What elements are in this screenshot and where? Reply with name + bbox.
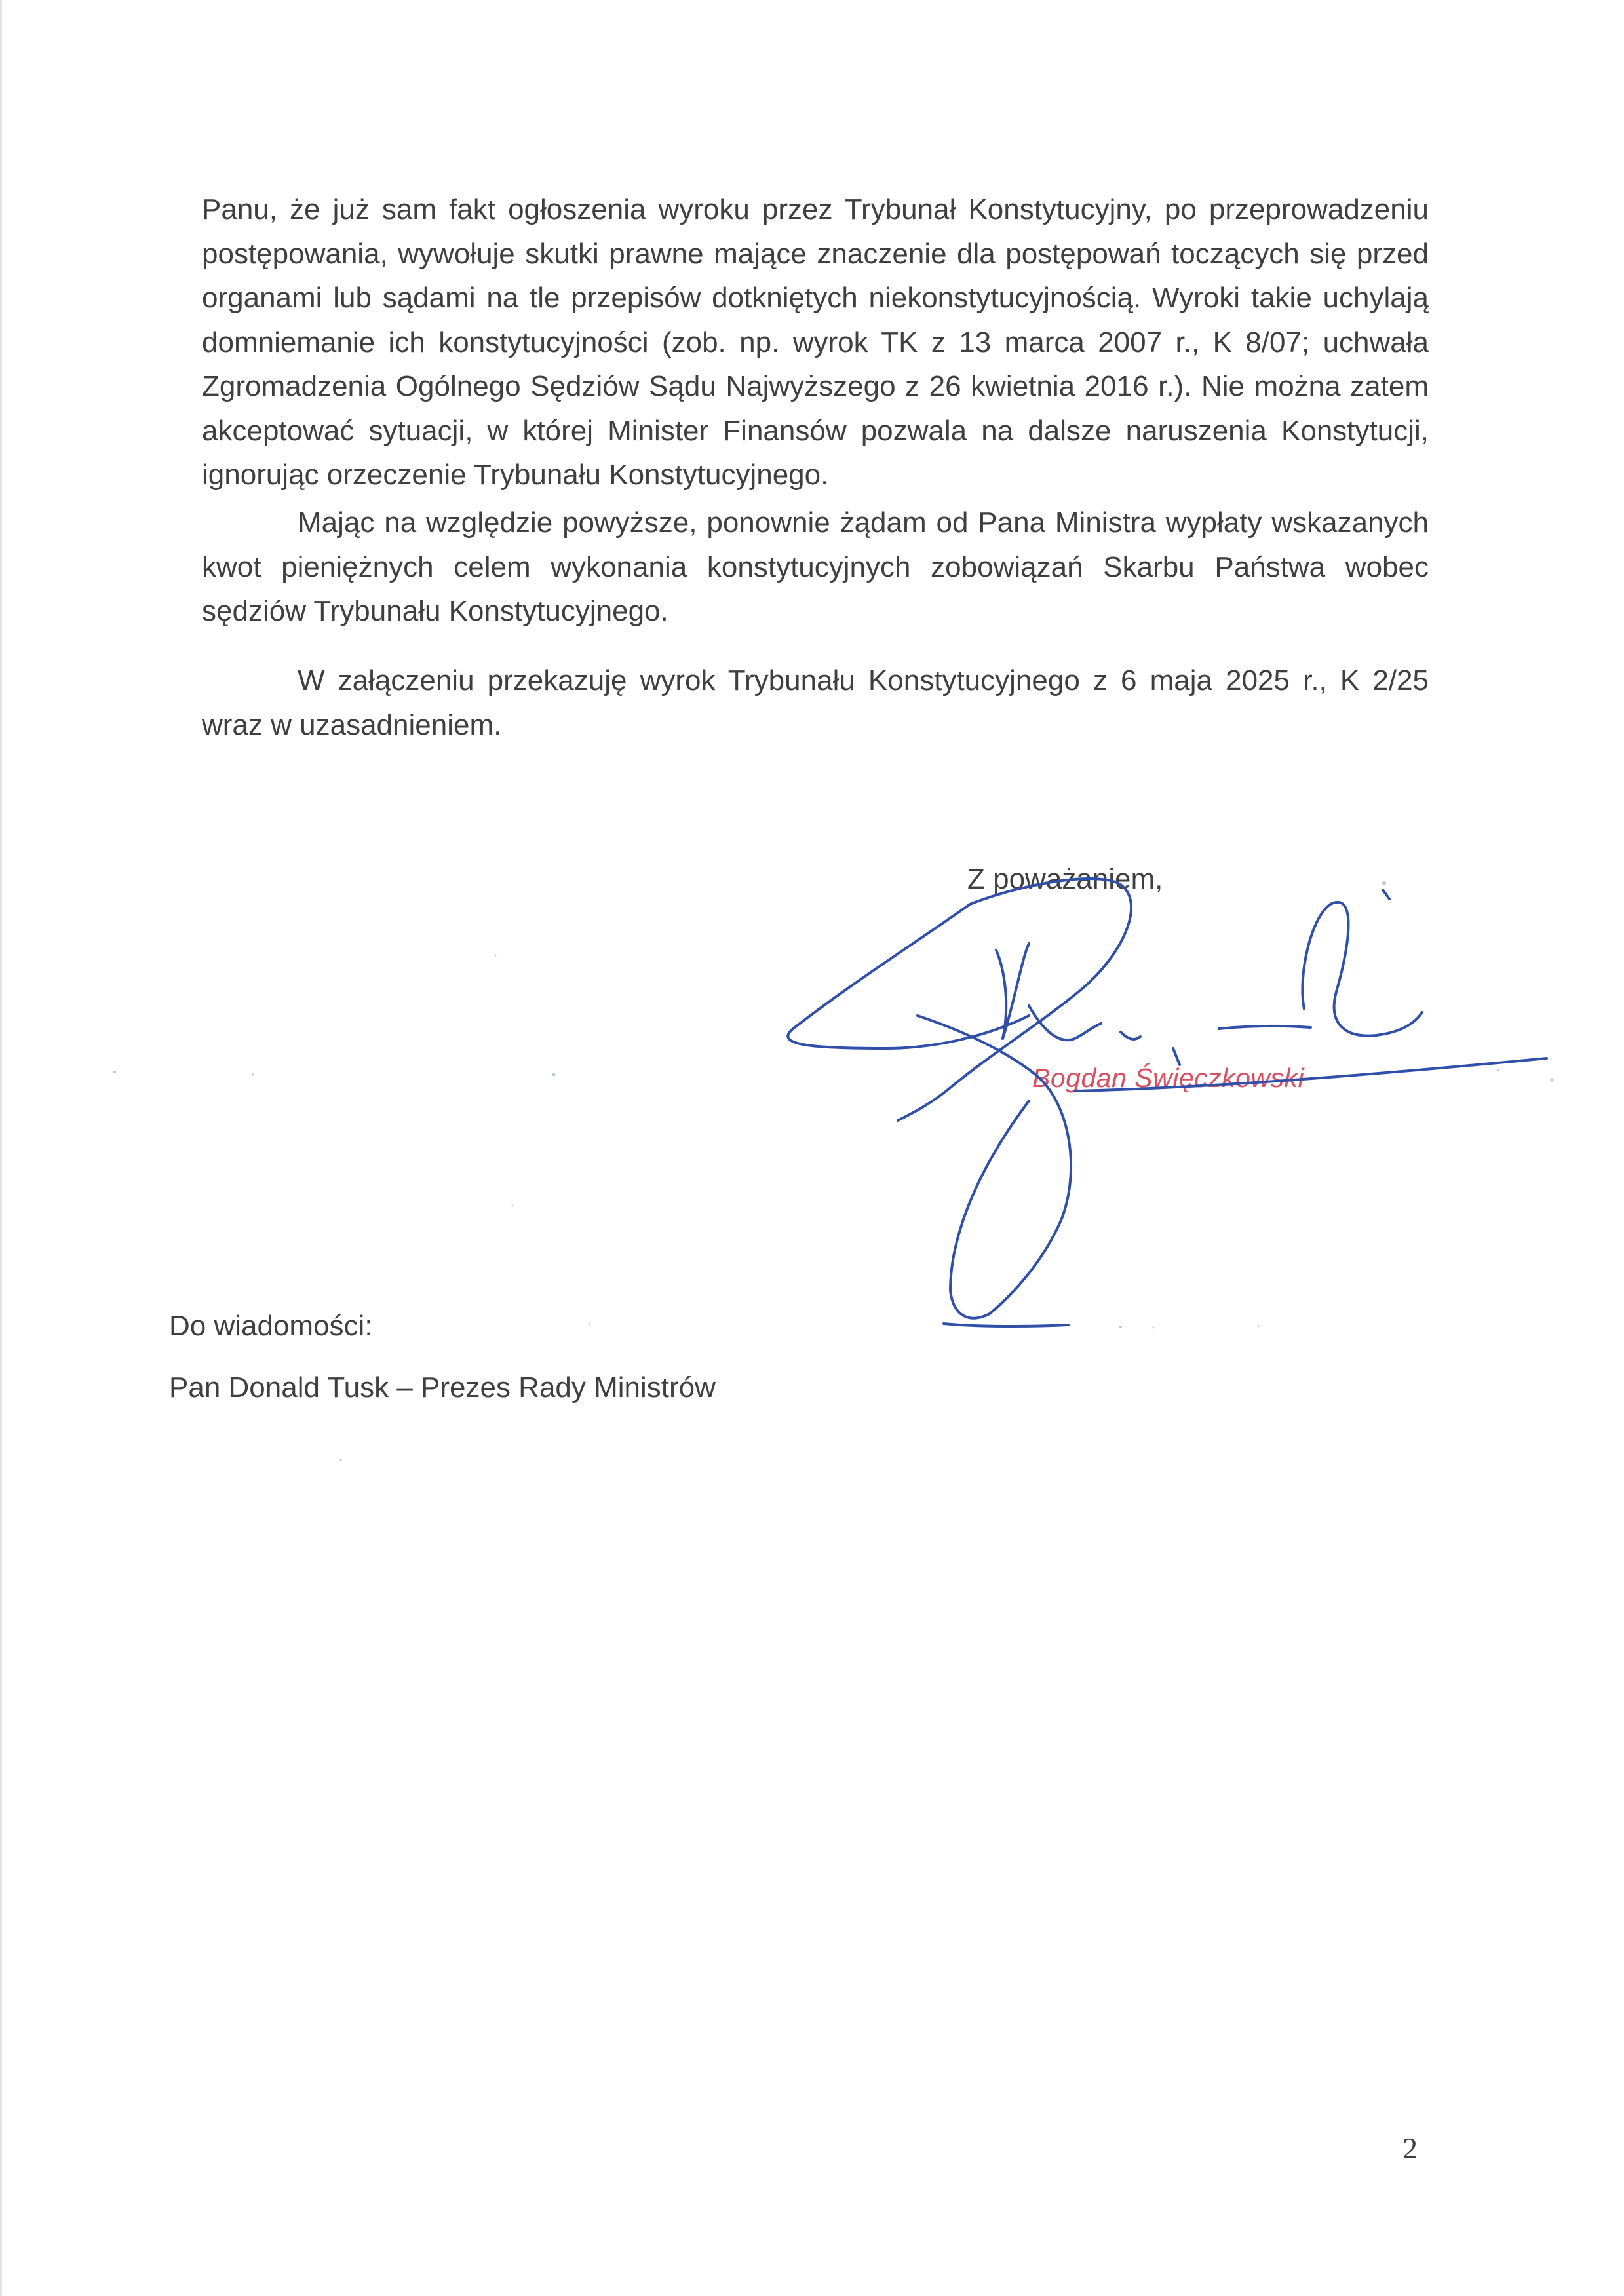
cc-recipient: Pan Donald Tusk – Prezes Rady Ministrów [169, 1371, 716, 1404]
letter-paragraph-2: Mając na względzie powyższe, ponownie żądam od Pana Ministra wypłaty wskazanych kwot pieniężnych celem wykonania konstytucyjnych zobowiązań Skarbu Państwa wobec sędziów Trybunału Konstytucyjnego. [202, 507, 1429, 627]
cc-label: Do wiadomości: [169, 1310, 373, 1342]
page-number: 2 [1402, 2132, 1418, 2165]
letter-paragraph-1: Panu, że już sam fakt ogłoszenia wyroku przez Trybunał Konstytucyjny, po przeprowadzeniu postępowania, wywołuje skutki prawne mające znaczenie dla postępowań toczących się przed organami lub sądami na tle przepisów dotkniętych niekonstytucyjnością. Wyroki takie uchylają domniemanie ich konstytucyjności (zob. np. wyrok TK z 13 marca 2007 r., K 8/07; uchwała Zgromadzenia Ogólnego Sędziów Sądu Najwyższego z 26 kwietnia 2016 r.). Nie można zatem akceptować sytuacji, w której Minister Finansów pozwala na dalsze naruszenia Konstytucji, ignorując orzeczenie Trybunału Konstytucyjnego. [202, 193, 1429, 491]
signatory-name-stamp: Bogdan Święczkowski [1032, 1063, 1305, 1093]
letter-paragraph-3: W załączeniu przekazuję wyrok Trybunału Konstytucyjnego z 6 maja 2025 r., K 2/25 wraz w uzasadnieniem. [202, 664, 1429, 741]
closing-salutation: Z poważaniem, [967, 863, 1163, 895]
